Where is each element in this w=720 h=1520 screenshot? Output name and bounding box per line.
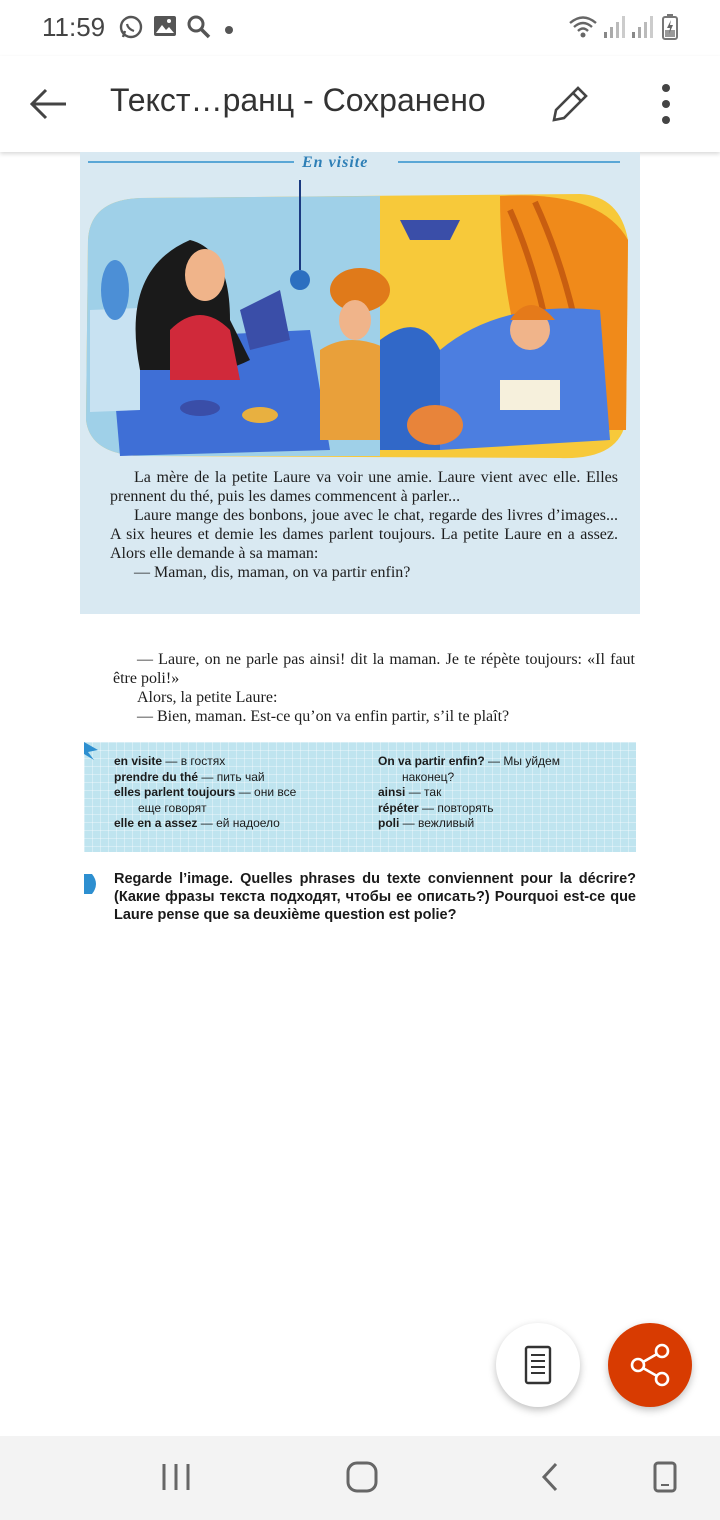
story-paragraph: Laure mange des bonbons, joue avec le chat, regarde des livres d’images... A six heures et demie les dames parlent toujours. La petite Laure en a assez. Alors elle demande à sa maman:	[110, 507, 618, 562]
rotate-icon[interactable]	[652, 1460, 678, 1499]
vocab-entry: poli — вежливый	[378, 816, 475, 830]
share-icon	[608, 1323, 692, 1407]
signal-icon-2	[630, 14, 654, 45]
vocab-column-right	[378, 754, 560, 832]
vocab-entry: en visite — в гостях	[114, 754, 226, 768]
vocabulary-box	[84, 742, 636, 852]
status-time: 11:59	[42, 12, 106, 42]
title-rule-left	[88, 161, 294, 163]
share-button[interactable]	[608, 1323, 692, 1407]
story-text-block-1	[110, 468, 618, 582]
vocab-entry: elle en a assez — ей надоело	[114, 816, 280, 830]
scanned-page-image	[80, 152, 640, 614]
vocab-column-left	[114, 754, 296, 832]
title-rule-right	[398, 161, 620, 163]
pencil-icon[interactable]	[542, 78, 594, 130]
vocab-entry: еще говорят	[138, 800, 207, 815]
story-text-block-2	[113, 650, 635, 726]
vocab-entry: On va partir enfin? — Мы уйдем	[378, 754, 560, 768]
app-bar	[0, 56, 720, 152]
recent-apps-icon[interactable]	[160, 1460, 192, 1499]
search-icon	[186, 14, 212, 45]
battery-icon	[662, 14, 678, 45]
back-arrow-icon[interactable]	[24, 78, 76, 130]
vocab-entry: répéter — повторять	[378, 800, 494, 815]
dot-icon	[224, 22, 234, 40]
section-title: En visite	[302, 154, 369, 171]
whatsapp-icon	[118, 14, 144, 45]
wifi-icon	[568, 14, 598, 45]
tea-party-illustration	[80, 180, 640, 480]
reader-view-button[interactable]	[496, 1323, 580, 1407]
vocab-entry: наконец?	[402, 769, 455, 784]
document-title[interactable]: Текст…ранц - Сохранено	[110, 82, 486, 118]
story-paragraph: — Bien, maman. Est-ce qu’on va enfin partir, s’il te plaît?	[137, 708, 510, 725]
back-icon[interactable]	[538, 1460, 562, 1499]
image-icon	[153, 14, 177, 43]
home-icon[interactable]	[344, 1460, 380, 1499]
vocab-entry: ainsi — так	[378, 785, 442, 799]
navigation-bar	[0, 1436, 720, 1520]
exercise-task: Regarde l’image. Quelles phrases du texte conviennent pour la décrire? (Какие фразы текста подходят, чтобы ее описать?) Pourquoi est-ce que Laure pense que sa deuxième question est polie?	[114, 871, 636, 923]
story-paragraph: — Laure, on ne parle pas ainsi! dit la maman. Je te répète toujours: «Il faut être poli!»	[113, 651, 635, 687]
more-vertical-icon[interactable]	[640, 78, 692, 130]
story-paragraph: — Maman, dis, maman, on va partir enfin?	[134, 564, 411, 581]
reader-view-icon	[496, 1323, 580, 1407]
signal-icon	[602, 14, 626, 45]
task-marker-icon	[84, 874, 100, 894]
vocab-marker-icon	[84, 742, 100, 760]
status-bar	[0, 0, 720, 56]
vocab-entry: elles parlent toujours — они все	[114, 785, 297, 799]
story-paragraph: La mère de la petite Laure va voir une amie. Laure vient avec elle. Elles prennent du thé, puis les dames commencent à parler...	[110, 469, 618, 505]
vocab-entry: prendre du thé — пить чай	[114, 769, 265, 784]
story-paragraph: Alors, la petite Laure:	[137, 689, 278, 706]
